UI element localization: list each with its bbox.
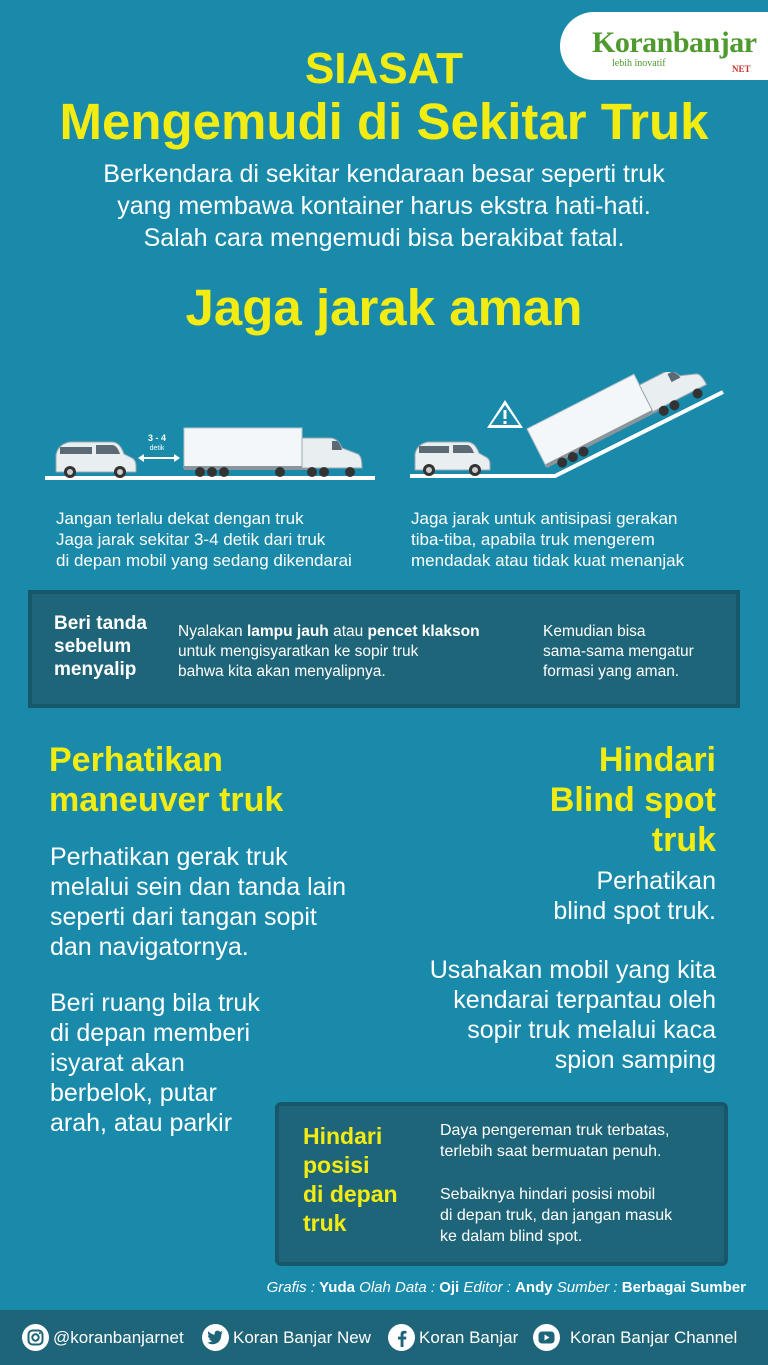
text-line: Sebaiknya hindari posisi mobil [440,1186,656,1203]
truck-icon [527,372,711,474]
overtake-line: bahwa kita akan menyalipnya. [178,663,386,680]
overtake-right-text [543,622,694,682]
caption-line: di depan mobil yang sedang dikendarai [56,551,352,570]
credit-label: Grafis : [266,1279,320,1296]
caption-line: tiba-tiba, apabila truk mengerem [411,530,655,549]
text-line: Perhatikan [596,867,716,895]
instagram-icon [22,1324,49,1351]
section-heading-blind-spot [550,740,716,860]
social-twitter[interactable] [202,1324,371,1351]
social-footer [0,1310,768,1365]
logo-suffix: NET [732,64,751,74]
emphasis-high-beam: lampu jauh [246,623,329,640]
overtake-text [178,622,480,682]
credit-label: Editor : [459,1279,516,1296]
heading-line: di depan [303,1181,398,1207]
front-paragraph-1 [440,1120,669,1162]
credit-label: Olah Data : [354,1279,440,1296]
caption-line: Jaga jarak untuk antisipasi gerakan [411,509,678,528]
intro-text [0,158,768,254]
overtake-line: untuk mengisyaratkan ke sopir truk [178,643,419,660]
text-line: Usahakan mobil yang kita [429,956,716,984]
van-icon [56,442,136,478]
heading-line: Hindari [598,741,716,779]
logo-tagline: lebih inovatif [612,58,666,69]
section-heading-maneuver [49,740,283,820]
blind-spot-paragraph-2 [430,955,716,1075]
text-line: spion samping [554,1046,716,1074]
heading-line: Hindari [303,1123,383,1149]
social-facebook[interactable] [388,1324,518,1351]
heading-line: Beri tanda [54,613,147,634]
overtake-first-line [178,622,480,642]
heading-line: Perhatikan [49,741,223,779]
social-instagram[interactable] [22,1324,184,1351]
front-position-box [275,1102,728,1266]
instagram-handle: @koranbanjarnet [53,1327,184,1347]
caption-right [411,508,684,571]
text-line: melalui sein dan tanda lain [50,873,347,901]
emphasis-horn: pencet klakson [367,623,480,640]
text-line: terlebih saat bermuatan penuh. [440,1143,662,1160]
text-line: isyarat akan [50,1049,185,1077]
twitter-handle: Koran Banjar New [233,1327,371,1347]
heading-line: sebelum [54,636,132,657]
front-paragraph-2 [440,1184,672,1247]
heading-line: truk [651,821,716,859]
heading-line: posisi [303,1152,370,1178]
credit-editor: Andy [515,1279,553,1296]
van-icon [415,442,490,476]
overtake-heading [54,612,147,681]
youtube-icon [533,1324,560,1351]
heading-line: truk [303,1210,347,1236]
incline-illustration [405,372,730,485]
social-youtube[interactable] [533,1324,737,1351]
caption-line: Jangan terlalu dekat dengan truk [56,509,304,528]
text-line: berbelok, putar [50,1079,217,1107]
text-line: blind spot truk. [553,897,716,925]
credit-data: Oji [439,1279,460,1296]
page-title: Mengemudi di Sekitar Truk [59,93,709,150]
caption-line: mendadak atau tidak kuat menanjak [411,551,685,570]
overtake-box [28,590,740,708]
truck-icon [184,428,362,477]
overtake-line: sama-sama mengatur [543,643,694,660]
text-line: seperti dari tangan sopit [50,903,317,931]
overtake-line: formasi yang aman. [543,663,680,680]
section-heading-jaga-jarak: Jaga jarak aman [185,279,583,336]
intro-line: yang membawa kontainer harus ekstra hati-hati. [117,192,651,220]
gap-arrow-icon [138,454,180,462]
flat-road-illustration [40,410,380,485]
overtake-line: Kemudian bisa [543,623,646,640]
intro-line: Salah cara mengemudi bisa berakibat fatal. [143,224,625,252]
heading-line: menyalip [54,659,137,680]
credit-sumber: Berbagai Sumber [621,1279,746,1296]
caption-line: Jaga jarak sekitar 3-4 detik dari truk [56,530,326,549]
maneuver-paragraph-2 [50,988,260,1138]
front-heading [303,1122,398,1238]
blind-spot-paragraph-1 [553,866,716,926]
heading-line: maneuver truk [49,781,284,819]
gap-label: 3 - 4 [147,433,167,443]
text-part: Nyalakan [178,623,247,640]
caption-left [56,508,352,571]
text-part: atau [328,623,368,640]
facebook-icon [388,1324,415,1351]
text-line: Beri ruang bila truk [50,989,260,1017]
twitter-icon [202,1324,229,1351]
intro-line: Berkendara di sekitar kendaraan besar seperti truk [103,160,665,188]
text-line: ke dalam blind spot. [440,1228,583,1245]
logo-brand: Koranbanjar [592,26,757,59]
text-line: arah, atau parkir [50,1109,233,1137]
maneuver-paragraph-1 [50,842,346,962]
text-line: Perhatikan gerak truk [50,843,288,871]
text-line: kendarai terpantau oleh [453,986,716,1014]
facebook-handle: Koran Banjar [419,1327,519,1347]
credit-grafis: Yuda [319,1279,355,1296]
credit-label: Sumber : [552,1279,622,1296]
text-line: di depan truk, dan jangan masuk [440,1207,673,1224]
warning-icon [487,400,523,428]
youtube-channel: Koran Banjar Channel [570,1327,738,1347]
gap-label-unit: detik [149,445,165,452]
title-small: SIASAT [304,44,464,93]
heading-line: Blind spot [549,781,716,819]
credits [267,1279,746,1296]
text-line: sopir truk melalui kaca [467,1016,716,1044]
text-line: dan navigatornya. [50,933,249,961]
text-line: Daya pengereman truk terbatas, [440,1122,670,1139]
text-line: di depan memberi [50,1019,251,1047]
